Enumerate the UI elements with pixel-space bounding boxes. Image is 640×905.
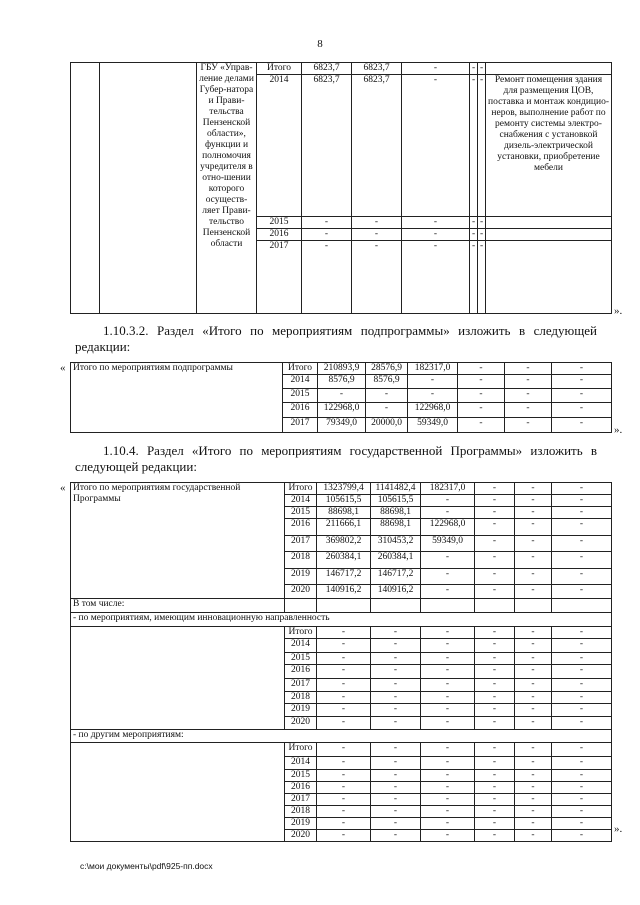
cell-value: - — [371, 757, 421, 770]
cell-value: - — [421, 495, 475, 507]
cell-value: 122968,0 — [408, 403, 458, 418]
cell-value: - — [371, 679, 421, 692]
cell-value: - — [552, 552, 612, 569]
cell-year: 2015 — [257, 217, 302, 229]
cell-value: - — [515, 507, 552, 519]
closing-quote-3: ». — [614, 823, 623, 835]
cell-value: - — [475, 519, 515, 536]
cell-value: - — [371, 743, 421, 757]
cell-value: - — [317, 679, 371, 692]
cell-value: - — [302, 217, 352, 229]
cell-empty — [285, 599, 317, 613]
cell-value: - — [317, 770, 371, 782]
table-row-other — [71, 730, 612, 743]
cell-value: - — [475, 757, 515, 770]
cell-value: - — [552, 679, 612, 692]
cell-value: - — [458, 375, 505, 389]
cell-value: - — [352, 217, 402, 229]
cell-value: - — [458, 418, 505, 433]
cell-value: - — [371, 806, 421, 818]
cell-year: 2015 — [285, 507, 317, 519]
cell-value: - — [458, 363, 505, 375]
cell-value: 59349,0 — [421, 536, 475, 552]
cell-value: - — [421, 743, 475, 757]
cell-year: 2018 — [285, 692, 317, 704]
cell-value: - — [317, 717, 371, 730]
cell-value: - — [475, 743, 515, 757]
cell-value: - — [552, 418, 612, 433]
cell-value: - — [421, 757, 475, 770]
cell-year: 2019 — [285, 818, 317, 830]
opening-quote-2: « — [60, 362, 66, 374]
table-event-continuation — [70, 62, 612, 314]
cell-value: - — [552, 717, 612, 730]
cell-value: - — [470, 229, 478, 241]
cell-value: - — [421, 717, 475, 730]
cell-value: - — [552, 389, 612, 403]
cell-result-empty — [486, 63, 612, 75]
cell-value: - — [552, 403, 612, 418]
cell-innovation-label: - по мероприятиям, имеющим инновационную направленность — [71, 613, 612, 627]
cell-empty — [421, 599, 475, 613]
cell-year: 2020 — [285, 830, 317, 842]
table-row — [71, 743, 612, 757]
cell-value: - — [475, 806, 515, 818]
cell-value: - — [421, 770, 475, 782]
cell-result-empty — [486, 241, 612, 314]
cell-value: - — [475, 692, 515, 704]
cell-value: - — [515, 704, 552, 717]
cell-value: - — [302, 241, 352, 314]
cell-value: - — [470, 241, 478, 314]
cell-value: - — [478, 217, 486, 229]
cell-value: 140916,2 — [371, 585, 421, 599]
cell-empty — [515, 599, 552, 613]
cell-value: - — [505, 375, 552, 389]
cell-year: 2017 — [285, 794, 317, 806]
cell-value: - — [421, 692, 475, 704]
cell-value: - — [478, 229, 486, 241]
cell-year: 2017 — [285, 536, 317, 552]
cell-year: 2014 — [285, 757, 317, 770]
cell-value: - — [470, 217, 478, 229]
cell-value: 310453,2 — [371, 536, 421, 552]
cell-value: - — [515, 679, 552, 692]
cell-value: - — [317, 627, 371, 639]
cell-year: 2016 — [285, 782, 317, 794]
cell-value: - — [402, 217, 470, 229]
cell-value: - — [366, 389, 408, 403]
cell-value: - — [505, 403, 552, 418]
cell-value: - — [515, 552, 552, 569]
cell-value: 210893,9 — [318, 363, 366, 375]
cell-year: 2015 — [283, 389, 318, 403]
cell-value: - — [475, 830, 515, 842]
cell-value: - — [552, 757, 612, 770]
cell-value: 260384,1 — [371, 552, 421, 569]
cell-value: - — [371, 627, 421, 639]
file-path-footer: c:\мои документы\pdf\925-пп.docx — [80, 861, 213, 871]
cell-value: - — [515, 639, 552, 653]
cell-year: 2016 — [285, 519, 317, 536]
cell-value: - — [515, 770, 552, 782]
cell-value: 8576,9 — [318, 375, 366, 389]
cell-value: - — [552, 495, 612, 507]
cell-value: - — [515, 794, 552, 806]
cell-value: - — [552, 363, 612, 375]
cell-value: 146717,2 — [371, 569, 421, 585]
cell-value: - — [408, 389, 458, 403]
cell-value: - — [402, 63, 470, 75]
cell-value: 122968,0 — [318, 403, 366, 418]
cell-value: 8576,9 — [366, 375, 408, 389]
cell-value: - — [371, 818, 421, 830]
cell-value: - — [408, 375, 458, 389]
table-row — [71, 627, 612, 639]
cell-value: - — [421, 585, 475, 599]
cell-value: - — [475, 639, 515, 653]
cell-year: Итого — [283, 363, 318, 375]
cell-value: - — [317, 818, 371, 830]
cell-value: - — [421, 806, 475, 818]
cell-value: 211666,1 — [317, 519, 371, 536]
cell-value: 146717,2 — [317, 569, 371, 585]
cell-value: - — [515, 536, 552, 552]
paragraph-1-10-3-2: 1.10.3.2. Раздел «Итого по мероприятиям подпрограммы» изложить в следующей редакции: — [75, 323, 597, 354]
cell-value: - — [317, 665, 371, 679]
cell-value: - — [371, 782, 421, 794]
cell-value: - — [421, 794, 475, 806]
cell-value: - — [515, 585, 552, 599]
cell-value: - — [552, 806, 612, 818]
cell-value: 369802,2 — [317, 536, 371, 552]
cell-value: - — [475, 495, 515, 507]
cell-value: 6823,7 — [302, 63, 352, 75]
cell-value: - — [552, 653, 612, 665]
cell-value: - — [352, 241, 402, 314]
cell-value: - — [421, 552, 475, 569]
cell-value: - — [552, 830, 612, 842]
cell-value: 88698,1 — [317, 507, 371, 519]
cell-value: - — [515, 806, 552, 818]
cell-value: - — [552, 375, 612, 389]
cell-value: - — [515, 653, 552, 665]
cell-value: - — [371, 704, 421, 717]
cell-event — [100, 63, 197, 314]
cell-value: - — [317, 653, 371, 665]
cell-value: - — [421, 704, 475, 717]
cell-value: - — [505, 418, 552, 433]
cell-executor: ГБУ «Управ-ление делами Губер-натора и Прави-тельства Пензенской области», функции и полномочия учредителя в отно-шении которого осуществ-ляет Прави-тельство Пензенской области — [197, 63, 257, 314]
cell-value: - — [475, 782, 515, 794]
cell-number — [71, 63, 100, 314]
cell-year: 2016 — [283, 403, 318, 418]
cell-year: 2018 — [285, 806, 317, 818]
cell-year: Итого — [285, 627, 317, 639]
cell-result-empty — [486, 217, 612, 229]
cell-value: - — [421, 627, 475, 639]
cell-value: - — [515, 717, 552, 730]
cell-value: - — [505, 363, 552, 375]
cell-empty — [552, 599, 612, 613]
cell-value: - — [421, 665, 475, 679]
cell-value: - — [317, 704, 371, 717]
cell-value: - — [421, 782, 475, 794]
cell-value: 20000,0 — [366, 418, 408, 433]
cell-value: - — [475, 507, 515, 519]
cell-year: 2015 — [285, 770, 317, 782]
cell-year: 2020 — [285, 585, 317, 599]
cell-value: - — [552, 639, 612, 653]
cell-year: Итого — [285, 483, 317, 495]
cell-year: 2015 — [285, 653, 317, 665]
cell-value: - — [515, 495, 552, 507]
cell-value: 6823,7 — [352, 63, 402, 75]
cell-value: 88698,1 — [371, 519, 421, 536]
cell-value: - — [475, 552, 515, 569]
cell-value: 122968,0 — [421, 519, 475, 536]
table-program-total — [70, 482, 612, 842]
cell-value: 1141482,4 — [371, 483, 421, 495]
cell-value: - — [371, 665, 421, 679]
cell-value: - — [366, 403, 408, 418]
cell-value: - — [515, 665, 552, 679]
cell-value: - — [505, 389, 552, 403]
cell-value: - — [552, 818, 612, 830]
cell-year: 2017 — [285, 679, 317, 692]
cell-value: - — [371, 639, 421, 653]
table-row-innovation — [71, 613, 612, 627]
cell-value: - — [515, 569, 552, 585]
cell-value: - — [421, 639, 475, 653]
cell-value: - — [515, 743, 552, 757]
cell-value: - — [515, 818, 552, 830]
cell-blank — [71, 743, 285, 842]
cell-value: 182317,0 — [408, 363, 458, 375]
cell-year: 2019 — [285, 704, 317, 717]
cell-value: - — [475, 585, 515, 599]
page-number: 8 — [317, 38, 323, 50]
cell-label: Итого по мероприятиям государственной Программы — [71, 483, 285, 599]
cell-value: - — [552, 692, 612, 704]
table-subprogram-total — [70, 362, 612, 433]
cell-year: 2018 — [285, 552, 317, 569]
cell-year: 2017 — [257, 241, 302, 314]
cell-value: - — [552, 569, 612, 585]
cell-value: - — [515, 830, 552, 842]
cell-value: - — [318, 389, 366, 403]
cell-empty — [317, 599, 371, 613]
closing-quote-2: ». — [614, 424, 623, 436]
cell-year: 2019 — [285, 569, 317, 585]
paragraph-1-10-4: 1.10.4. Раздел «Итого по мероприятиям государственной Программы» изложить в следующей редакции: — [75, 443, 597, 474]
cell-year: 2014 — [285, 639, 317, 653]
cell-value: 1323799,4 — [317, 483, 371, 495]
cell-empty — [371, 599, 421, 613]
cell-value: - — [421, 830, 475, 842]
cell-value: - — [475, 794, 515, 806]
cell-value: - — [421, 818, 475, 830]
cell-value: - — [552, 782, 612, 794]
cell-value: 105615,5 — [317, 495, 371, 507]
cell-value: - — [352, 229, 402, 241]
cell-year: Итого — [257, 63, 302, 75]
cell-value: - — [552, 665, 612, 679]
cell-value: - — [371, 830, 421, 842]
cell-value: - — [552, 585, 612, 599]
cell-value: - — [552, 770, 612, 782]
cell-value: - — [458, 389, 505, 403]
cell-value: - — [552, 536, 612, 552]
cell-year: 2016 — [285, 665, 317, 679]
cell-value: - — [475, 679, 515, 692]
cell-year: 2014 — [283, 375, 318, 389]
cell-value: - — [317, 830, 371, 842]
cell-value: 88698,1 — [371, 507, 421, 519]
cell-value: 260384,1 — [317, 552, 371, 569]
cell-value: - — [421, 507, 475, 519]
cell-year: 2014 — [257, 75, 302, 217]
cell-value: - — [317, 806, 371, 818]
cell-value: - — [475, 717, 515, 730]
cell-year: 2017 — [283, 418, 318, 433]
cell-value: - — [371, 717, 421, 730]
cell-value: - — [552, 507, 612, 519]
table-row — [71, 363, 612, 375]
cell-value: - — [552, 519, 612, 536]
cell-value: - — [371, 653, 421, 665]
cell-value: - — [475, 770, 515, 782]
cell-value: - — [302, 229, 352, 241]
cell-year: 2020 — [285, 717, 317, 730]
cell-label: Итого по мероприятиям подпрограммы — [71, 363, 283, 433]
cell-empty — [475, 599, 515, 613]
cell-blank — [71, 627, 285, 730]
cell-value: - — [421, 679, 475, 692]
cell-value: - — [371, 794, 421, 806]
cell-value: - — [475, 569, 515, 585]
opening-quote-3: « — [60, 482, 66, 494]
cell-value: - — [470, 75, 478, 217]
cell-value: - — [515, 692, 552, 704]
cell-result: Ремонт помещения здания для размещения ЦОВ, поставка и монтаж кондицио-неров, выполнение работ по ремонту системы электро-снабжения с установкой дизель-электрической установки, приобретение мебели — [486, 75, 612, 217]
cell-value: 59349,0 — [408, 418, 458, 433]
cell-value: - — [371, 692, 421, 704]
cell-value: - — [478, 75, 486, 217]
cell-value: - — [552, 743, 612, 757]
table-row — [71, 63, 612, 75]
cell-value: - — [317, 757, 371, 770]
cell-year: Итого — [285, 743, 317, 757]
cell-value: - — [475, 627, 515, 639]
cell-value: - — [475, 536, 515, 552]
cell-value: - — [421, 653, 475, 665]
cell-year: 2014 — [285, 495, 317, 507]
closing-quote-1: ». — [614, 305, 623, 317]
cell-value: - — [552, 627, 612, 639]
cell-value: - — [552, 704, 612, 717]
cell-including: В том числе: — [71, 599, 285, 613]
cell-value: - — [478, 241, 486, 314]
cell-value: 140916,2 — [317, 585, 371, 599]
cell-value: - — [475, 665, 515, 679]
table-row — [71, 483, 612, 495]
cell-other-label: - по другим мероприятиям: — [71, 730, 612, 743]
table-row-including — [71, 599, 612, 613]
cell-value: - — [475, 704, 515, 717]
cell-value: - — [475, 818, 515, 830]
cell-value: - — [515, 627, 552, 639]
cell-result-empty — [486, 229, 612, 241]
cell-value: - — [317, 692, 371, 704]
cell-value: - — [515, 757, 552, 770]
cell-value: 105615,5 — [371, 495, 421, 507]
cell-value: - — [475, 653, 515, 665]
cell-value: - — [515, 519, 552, 536]
cell-value: - — [317, 743, 371, 757]
cell-year: 2016 — [257, 229, 302, 241]
cell-value: - — [515, 782, 552, 794]
cell-value: - — [421, 569, 475, 585]
cell-value: 6823,7 — [352, 75, 402, 217]
cell-value: - — [402, 229, 470, 241]
cell-value: - — [470, 63, 478, 75]
cell-value: - — [402, 241, 470, 314]
cell-value: - — [317, 794, 371, 806]
cell-value: 79349,0 — [318, 418, 366, 433]
cell-value: 28576,9 — [366, 363, 408, 375]
cell-value: 182317,0 — [421, 483, 475, 495]
cell-value: 6823,7 — [302, 75, 352, 217]
cell-value: - — [515, 483, 552, 495]
cell-value: - — [402, 75, 470, 217]
cell-value: - — [458, 403, 505, 418]
cell-value: - — [478, 63, 486, 75]
cell-value: - — [317, 782, 371, 794]
cell-value: - — [317, 639, 371, 653]
cell-value: - — [475, 483, 515, 495]
cell-value: - — [371, 770, 421, 782]
cell-value: - — [552, 483, 612, 495]
cell-value: - — [552, 794, 612, 806]
